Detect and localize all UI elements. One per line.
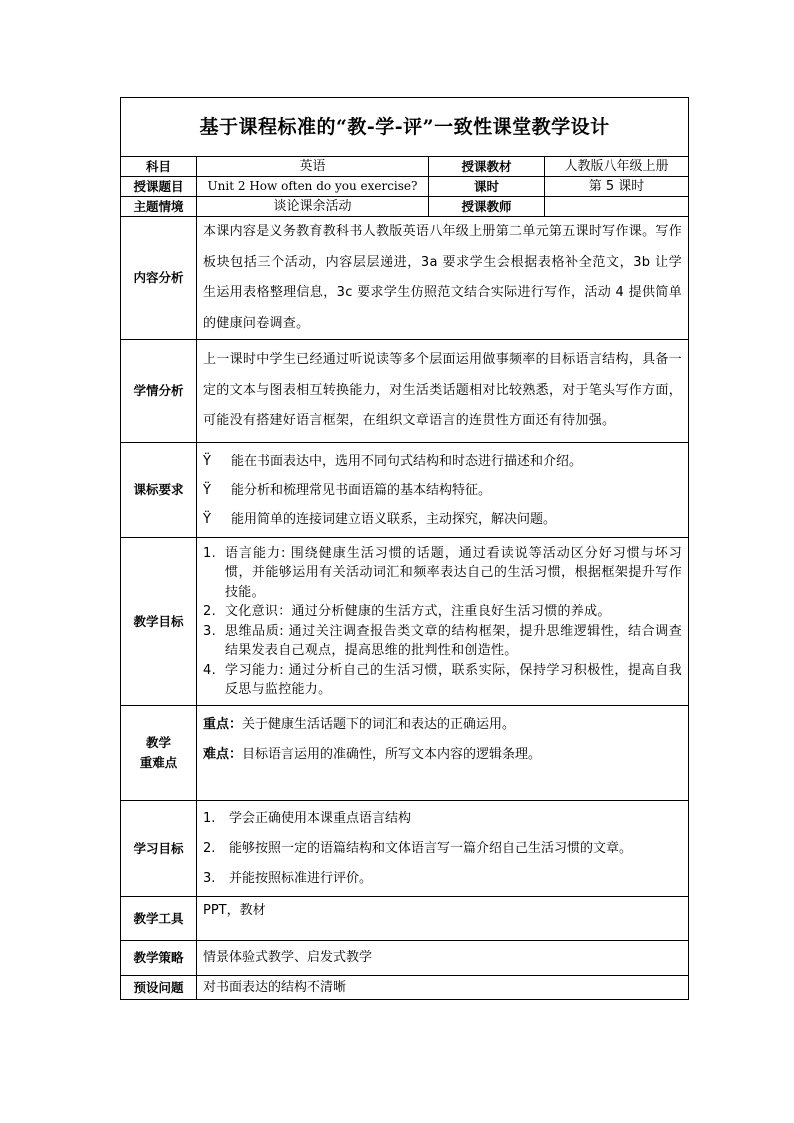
theme-label: 主题情境 <box>121 197 197 217</box>
list-item <box>203 602 682 622</box>
difficulty-text: 目标语言运用的准确性，所写文本内容的逻辑条理。 <box>242 747 542 762</box>
period-value: 第 5 课时 <box>545 177 689 197</box>
topic-label: 授课题目 <box>121 177 197 197</box>
teacher-value <box>545 197 689 217</box>
topic-value: Unit 2 How often do you exercise? <box>197 177 429 197</box>
list-item <box>203 476 682 505</box>
teaching-goals-label: 教学目标 <box>121 538 197 706</box>
material-label: 授课教材 <box>429 157 545 177</box>
list-item <box>203 661 682 700</box>
learner-analysis-text: 上一课时中学生已经通过听说读等多个层面运用做事频率的目标语言结构，具备一定的文本与图表相互转换能力，对生活类话题相对比较熟悉，对于笔头写作方面，可能没有搭建好语言框架，在组织文章语言的连贯性方面还有待加强。 <box>197 340 689 443</box>
learner-analysis-label: 学情分析 <box>121 340 197 443</box>
list-item <box>203 544 682 603</box>
goal-text: 语言能力: 围绕健康生活习惯的话题，通过看读说等活动区分好习惯与坏习惯，并能够运用有关活动词汇和频率表达自己的生活习惯，根据框架提升写作技能。 <box>225 545 683 600</box>
item-number: 3. <box>203 870 216 886</box>
key-point-text: 关于健康生活话题下的词汇和表达的正确运用。 <box>242 717 516 732</box>
material-value: 人教版八年级上册 <box>545 157 689 177</box>
bullet-marker: Ÿ <box>203 511 211 527</box>
period-label: 课时 <box>429 177 545 197</box>
document-title: 基于课程标准的“教-学-评”一致性课堂教学设计 <box>121 98 689 157</box>
goal-text: 文化意识：通过分析健康的生活方式，注重良好生活习惯的养成。 <box>225 604 611 619</box>
standards-item-text: 能分析和梳理常见书面语篇的基本结构特征。 <box>231 482 492 498</box>
key-point-line <box>203 710 682 740</box>
standards-list <box>203 447 682 534</box>
learning-goals-label: 学习目标 <box>121 801 197 897</box>
teaching-goals-cell <box>197 538 689 706</box>
subject-label: 科目 <box>121 157 197 177</box>
key-points-label-line2: 重难点 <box>139 755 178 770</box>
standards-label: 课标要求 <box>121 443 197 538</box>
standards-item-text: 能用简单的连接词建立语义联系，主动探究，解决问题。 <box>231 511 557 527</box>
list-item <box>203 864 682 894</box>
learning-goal-text: 学会正确使用本课重点语言结构 <box>229 810 412 826</box>
problems-value: 对书面表达的结构不清晰 <box>197 976 689 1000</box>
list-item <box>203 804 682 834</box>
learning-goal-text: 能够按照一定的语篇结构和文体语言写一篇介绍自己生活习惯的文章。 <box>229 840 633 856</box>
strategy-label: 教学策略 <box>121 941 197 976</box>
key-points-label-line1: 教学 <box>145 735 171 750</box>
lesson-plan-table <box>120 97 689 1000</box>
difficulty-line <box>203 740 682 770</box>
tools-label: 教学工具 <box>121 897 197 941</box>
teacher-label: 授课教师 <box>429 197 545 217</box>
goal-text: 思维品质: 通过关注调查报告类文章的结构框架，提升思维逻辑性，结合调查结果发表自己观点，提高思维的批判性和创造性。 <box>225 623 683 658</box>
standards-item-text: 能在书面表达中，选用不同句式结构和时态进行描述和介绍。 <box>231 453 583 469</box>
standards-cell <box>197 443 689 538</box>
subject-value: 英语 <box>197 157 429 177</box>
strategy-value: 情景体验式教学、启发式教学 <box>197 941 689 976</box>
key-points-cell <box>197 706 689 801</box>
item-number: 4. <box>203 662 217 678</box>
key-points-label <box>121 706 197 801</box>
list-item <box>203 622 682 661</box>
key-point-label: 重点： <box>203 717 243 732</box>
tools-value: PPT，教材 <box>197 897 689 941</box>
lesson-plan-page <box>120 97 688 1000</box>
problems-label: 预设问题 <box>121 976 197 1000</box>
learning-goal-text: 并能按照标准进行评价。 <box>229 870 373 886</box>
item-number: 2. <box>203 840 216 856</box>
list-item <box>203 447 682 476</box>
learning-goals-list <box>203 804 682 894</box>
list-item <box>203 505 682 534</box>
list-item <box>203 834 682 864</box>
bullet-marker: Ÿ <box>203 453 211 469</box>
goal-text: 学习能力: 通过分析自己的生活习惯，联系实际，保持学习积极性，提高自我反思与监控能力。 <box>225 662 683 697</box>
item-number: 1. <box>203 545 217 561</box>
content-analysis-label: 内容分析 <box>121 217 197 340</box>
bullet-marker: Ÿ <box>203 482 211 498</box>
item-number: 2. <box>203 604 217 619</box>
content-analysis-text: 本课内容是义务教育教科书人教版英语八年级上册第二单元第五课时写作课。写作板块包括三个活动，内容层层递进，3a 要求学生会根据表格补全范文，3b 让学生运用表格整理信息，3c 要求学生仿照范文结合实际进行写作，活动 4 提供简单的健康问卷调查。 <box>197 217 689 340</box>
teaching-goals-list <box>203 544 682 700</box>
learning-goals-cell <box>197 801 689 897</box>
item-number: 1. <box>203 810 216 826</box>
theme-value: 谈论课余活动 <box>197 197 429 217</box>
difficulty-label: 难点： <box>203 747 243 762</box>
item-number: 3. <box>203 623 217 639</box>
